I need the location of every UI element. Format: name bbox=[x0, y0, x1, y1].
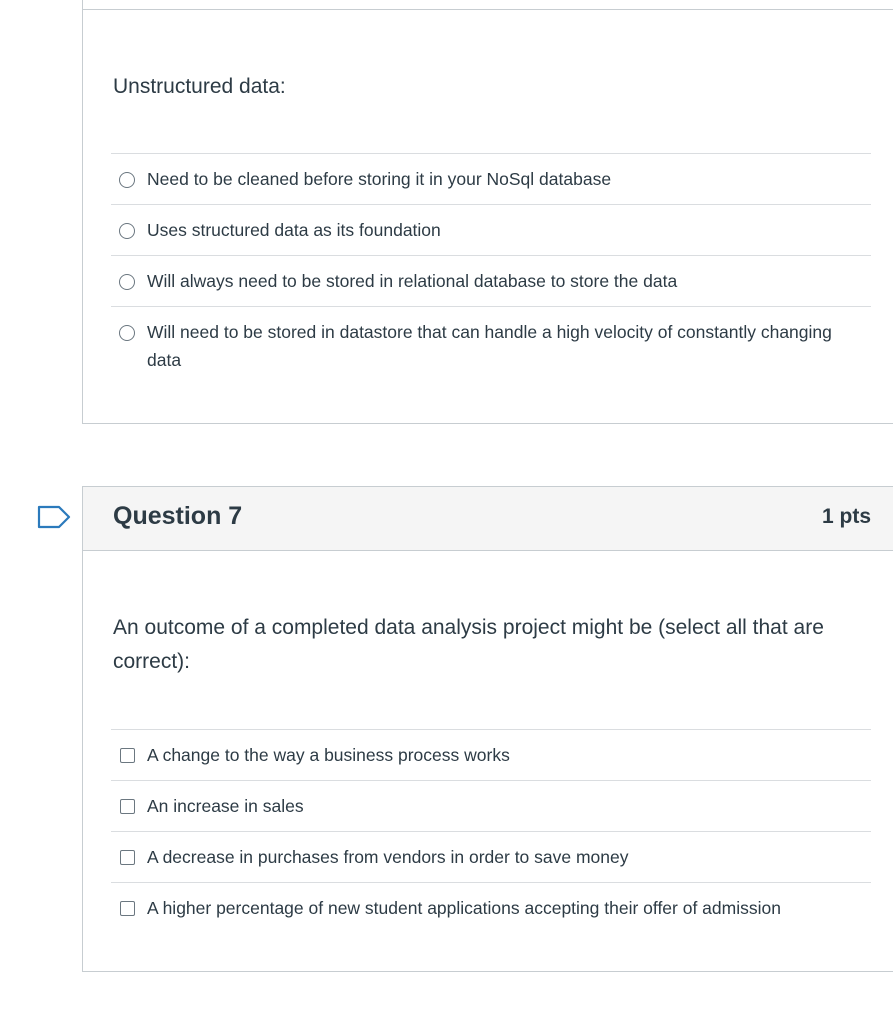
question-6-answer-4[interactable] bbox=[111, 306, 871, 385]
checkbox[interactable] bbox=[120, 748, 135, 763]
answer-label: Uses structured data as its foundation bbox=[147, 220, 441, 240]
answer-label: A decrease in purchases from vendors in order to save money bbox=[147, 847, 629, 867]
radio-button[interactable] bbox=[119, 172, 135, 188]
question-7-card bbox=[82, 486, 893, 972]
question-7-answer-2[interactable] bbox=[111, 780, 871, 831]
radio-button[interactable] bbox=[119, 325, 135, 341]
radio-button[interactable] bbox=[119, 223, 135, 239]
question-7-answer-3[interactable] bbox=[111, 831, 871, 882]
question-points: 1 pts bbox=[821, 505, 871, 528]
answer-label: An increase in sales bbox=[147, 796, 304, 816]
question-6-card bbox=[82, 0, 893, 424]
flag-question-icon[interactable] bbox=[37, 505, 71, 529]
answer-label: Will need to be stored in datastore that can handle a high velocity of constantly changing data bbox=[147, 322, 832, 370]
checkbox[interactable] bbox=[120, 850, 135, 865]
question-title: Question 7 bbox=[113, 502, 243, 530]
answer-label: Need to be cleaned before storing it in your NoSql database bbox=[147, 169, 612, 189]
answer-label: A higher percentage of new student applications accepting their offer of admission bbox=[147, 898, 781, 918]
question-7-header bbox=[83, 487, 893, 551]
question-7-text: An outcome of a completed data analysis project might be (select all that are correct): bbox=[113, 616, 824, 673]
question-6-answer-2[interactable] bbox=[111, 204, 871, 255]
question-6-answer-1[interactable] bbox=[111, 153, 871, 204]
checkbox[interactable] bbox=[120, 901, 135, 916]
answer-label: A change to the way a business process works bbox=[147, 745, 510, 765]
question-7-answers bbox=[111, 729, 871, 933]
question-7-answer-1[interactable] bbox=[111, 729, 871, 780]
question-6-answer-3[interactable] bbox=[111, 255, 871, 306]
question-6-answers bbox=[111, 153, 871, 385]
question-6-text: Unstructured data: bbox=[113, 75, 286, 98]
checkbox[interactable] bbox=[120, 799, 135, 814]
answer-label: Will always need to be stored in relational database to store the data bbox=[147, 271, 678, 291]
question-6-header-divider bbox=[83, 9, 893, 10]
radio-button[interactable] bbox=[119, 274, 135, 290]
question-7-answer-4[interactable] bbox=[111, 882, 871, 933]
